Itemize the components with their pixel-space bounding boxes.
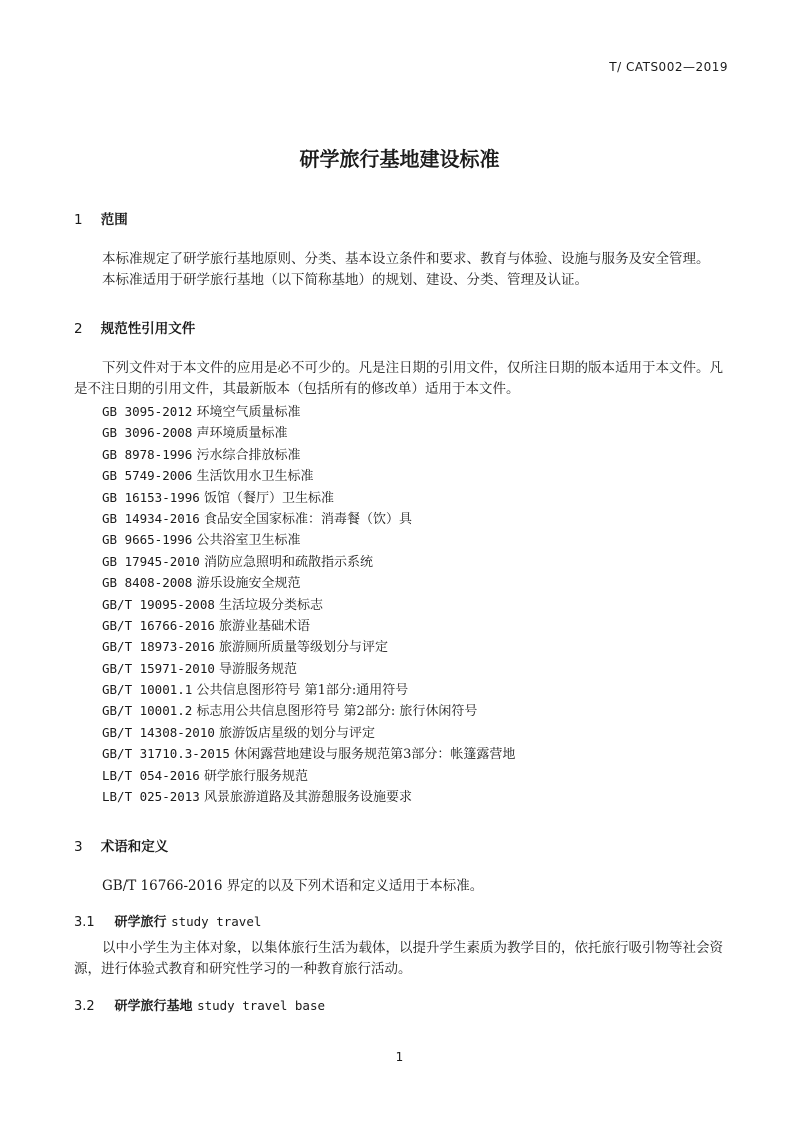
reference-item <box>102 465 515 486</box>
reference-item <box>102 572 515 593</box>
reference-code: GB 14934-2016 <box>102 510 200 526</box>
reference-title: 生活饮用水卫生标准 <box>196 469 314 485</box>
reference-code: GB/T 19095-2008 <box>102 596 215 612</box>
reference-code: GB/T 18973-2016 <box>102 639 215 655</box>
reference-item <box>102 743 515 764</box>
reference-title: 风景旅游道路及其游憩服务设施要求 <box>203 790 412 806</box>
subsection-3-2-heading <box>74 995 325 1014</box>
subsection-3-1-heading <box>74 911 261 930</box>
paragraph: 本标准适用于研学旅行基地（以下简称基地）的规划、建设、分类、管理及认证。 <box>102 272 588 288</box>
reference-title: 研学旅行服务规范 <box>203 768 308 784</box>
normative-references-list <box>102 401 515 807</box>
page-number: 1 <box>395 1050 404 1064</box>
section-3-heading <box>74 835 168 855</box>
reference-title: 环境空气质量标准 <box>196 405 301 420</box>
reference-title: 游乐设施安全规范 <box>196 576 301 592</box>
document-code: T/ CATS002—2019 <box>609 60 728 74</box>
section-number: 2 <box>74 321 83 337</box>
reference-code: GB/T 16766-2016 <box>102 617 215 633</box>
reference-code: GB 16153-1996 <box>102 489 200 505</box>
section-title: 规范性引用文件 <box>100 321 196 337</box>
reference-title: 标志用公共信息图形符号 第2部分: 旅行休闲符号 <box>196 704 478 720</box>
reference-title: 旅游饭店星级的划分与评定 <box>219 725 376 741</box>
reference-code: GB/T 10001.1 <box>102 682 193 698</box>
reference-item <box>102 615 515 636</box>
reference-title: 公共浴室卫生标准 <box>196 533 301 549</box>
paragraph: 下列文件对于本文件的应用是必不可少的。凡是注日期的引用文件，仅所注日期的版本适用于本文件。凡是不注日期的引用文件，其最新版本（包括所有的修改单）适用于本文件。 <box>74 360 723 397</box>
reference-item <box>102 487 515 508</box>
reference-item <box>102 786 515 807</box>
reference-title: 消防应急照明和疏散指示系统 <box>203 554 373 570</box>
reference-code: GB 8978-1996 <box>102 446 193 462</box>
reference-code: LB/T 025-2013 <box>102 789 200 805</box>
reference-item <box>102 529 515 550</box>
reference-item <box>102 422 515 443</box>
reference-item <box>102 658 515 679</box>
reference-code: GB 17945-2010 <box>102 553 200 569</box>
reference-item <box>102 401 515 422</box>
reference-code: GB/T 14308-2010 <box>102 724 215 740</box>
section-2-intro <box>74 358 730 400</box>
reference-item <box>102 551 515 572</box>
subsection-title: 研学旅行 <box>114 915 167 930</box>
reference-title: 导游服务规范 <box>219 661 298 677</box>
reference-code: GB 8408-2008 <box>102 575 193 591</box>
section-title: 范围 <box>100 212 128 228</box>
reference-code: GB 9665-1996 <box>102 532 193 548</box>
section-2-heading <box>74 317 195 337</box>
section-number: 3 <box>74 839 83 855</box>
reference-item <box>102 594 515 615</box>
reference-code: GB 3095-2012 <box>102 404 193 419</box>
reference-title: 食品安全国家标准：消毒餐（饮）具 <box>203 511 412 527</box>
subsection-title: 研学旅行基地 <box>114 999 193 1014</box>
reference-code: GB/T 10001.2 <box>102 703 193 719</box>
subsection-number: 3.2 <box>74 999 95 1014</box>
subsection-english-term: study travel base <box>197 998 326 1013</box>
reference-title: 旅游业基础术语 <box>219 618 311 634</box>
subsection-number: 3.1 <box>74 915 95 930</box>
reference-code: GB/T 31710.3-2015 <box>102 746 230 762</box>
section-1-heading <box>74 208 128 228</box>
paragraph: GB/T 16766-2016 界定的以及下列术语和定义适用于本标准。 <box>102 878 484 894</box>
reference-item <box>102 679 515 700</box>
reference-code: LB/T 054-2016 <box>102 767 200 783</box>
reference-item <box>102 444 515 465</box>
reference-item <box>102 700 515 721</box>
reference-code: GB 3096-2008 <box>102 425 193 441</box>
reference-title: 休闲露营地建设与服务规范第3部分：帐篷露营地 <box>234 747 516 763</box>
section-number: 1 <box>74 212 83 228</box>
reference-title: 旅游厕所质量等级划分与评定 <box>219 640 389 656</box>
section-1-body <box>74 249 730 291</box>
reference-code: GB 5749-2006 <box>102 468 193 484</box>
section-3-intro <box>74 876 730 897</box>
section-title: 术语和定义 <box>100 839 169 855</box>
page-title: 研学旅行基地建设标准 <box>299 147 500 171</box>
reference-title: 公共信息图形符号 第1部分:通用符号 <box>196 683 409 699</box>
reference-title: 声环境质量标准 <box>196 426 288 442</box>
paragraph: 以中小学生为主体对象，以集体旅行生活为载体，以提升学生素质为教学目的，依托旅行吸引物等社会资源，进行体验式教育和研究性学习的一种教育旅行活动。 <box>74 940 723 977</box>
reference-title: 污水综合排放标准 <box>196 447 301 463</box>
subsection-3-1-body <box>74 938 730 980</box>
paragraph: 本标准规定了研学旅行基地原则、分类、基本设立条件和要求、教育与体验、设施与服务及安全管理。 <box>102 251 710 267</box>
reference-code: GB/T 15971-2010 <box>102 660 215 676</box>
reference-item <box>102 765 515 786</box>
subsection-english-term: study travel <box>171 914 262 929</box>
reference-item <box>102 722 515 743</box>
reference-item <box>102 636 515 657</box>
reference-title: 生活垃圾分类标志 <box>219 597 324 613</box>
reference-title: 饭馆（餐厅）卫生标准 <box>203 490 334 506</box>
reference-item <box>102 508 515 529</box>
